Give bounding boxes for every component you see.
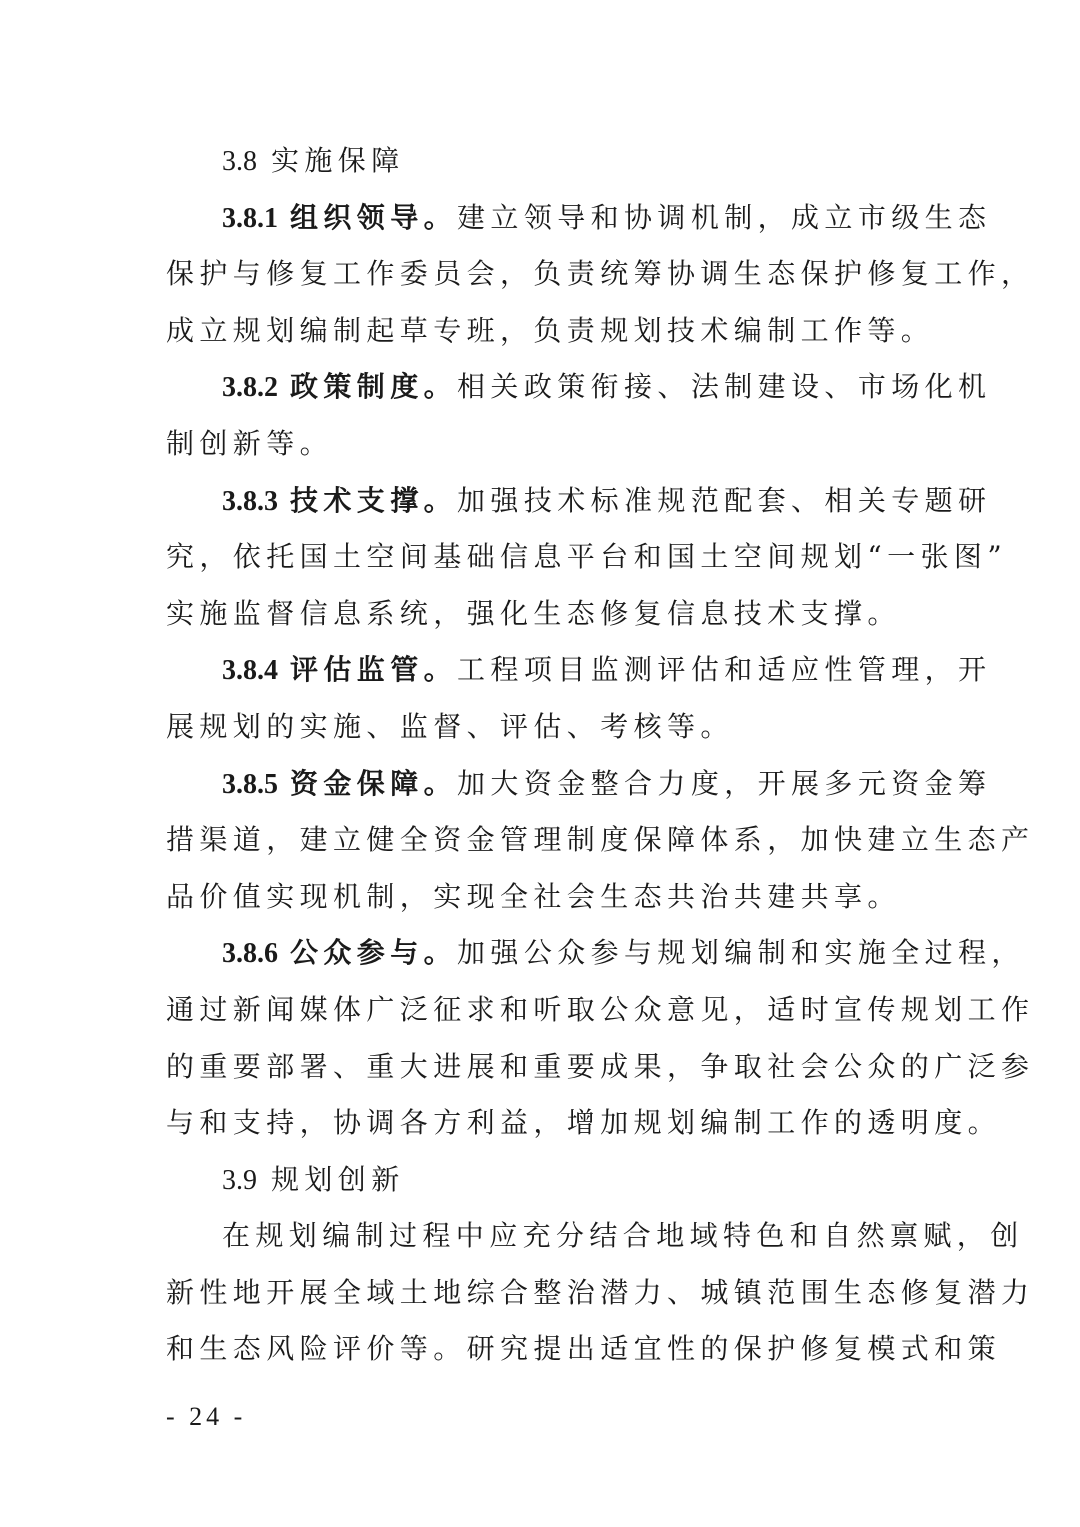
paragraph-3-8-1-line-2: 保护与修复工作委员会，负责统筹协调生态保护修复工作， xyxy=(166,257,1035,291)
section-title: 规划创新 xyxy=(271,1162,405,1196)
item-text: 工程项目监测评估和适应性管理，开 xyxy=(457,653,992,687)
paragraph-3-8-6-line-2: 通过新闻媒体广泛征求和听取公众意见，适时宣传规划工作 xyxy=(166,992,1035,1026)
item-heading: 资金保障。 xyxy=(290,766,458,800)
section-number: 3.9 xyxy=(222,1164,257,1196)
item-number: 3.8.6 xyxy=(222,938,278,970)
item-text: 加大资金整合力度，开展多元资金筹 xyxy=(457,766,992,800)
item-number: 3.8.3 xyxy=(222,485,278,517)
page-number: - 24 - xyxy=(166,1402,247,1431)
paragraph-3-8-1-line-1 xyxy=(166,190,992,247)
paragraph-3-8-6-line-3: 的重要部署、重大进展和重要成果，争取社会公众的广泛参 xyxy=(166,1049,1035,1083)
paragraph-3-9-line-1: 在规划编制过程中应充分结合地域特色和自然禀赋，创 xyxy=(222,1219,1024,1253)
paragraph-3-8-1-line-3: 成立规划编制起草专班，负责规划技术编制工作等。 xyxy=(166,313,935,347)
item-heading: 组织领导。 xyxy=(290,200,458,234)
section-title: 实施保障 xyxy=(271,144,405,177)
item-text: 相关政策衔接、法制建设、市场化机 xyxy=(457,370,992,404)
item-number: 3.8.5 xyxy=(222,768,278,800)
paragraph-3-8-3-line-3: 实施监督信息系统，强化生态修复信息技术支撑。 xyxy=(166,596,901,630)
section-heading-3-8 xyxy=(166,133,916,190)
paragraph-3-8-2-line-2: 制创新等。 xyxy=(166,426,334,460)
item-number: 3.8.2 xyxy=(222,372,278,404)
item-heading: 政策制度。 xyxy=(290,370,458,404)
item-text: 加强公众参与规划编制和实施全过程， xyxy=(457,936,1025,970)
paragraph-3-8-5-line-1 xyxy=(166,756,992,813)
paragraph-3-8-5-line-2: 措渠道，建立健全资金管理制度保障体系，加快建立生态产 xyxy=(166,823,1035,857)
document-page xyxy=(166,133,1035,1378)
item-text: 加强技术标准规范配套、相关专题研 xyxy=(457,483,992,517)
paragraph-3-8-3-line-1 xyxy=(166,473,992,530)
paragraph-3-8-6-line-1 xyxy=(166,925,1025,982)
item-heading: 评估监管。 xyxy=(290,653,458,687)
item-number: 3.8.1 xyxy=(222,202,278,234)
section-number: 3.8 xyxy=(222,146,257,177)
section-heading-3-9 xyxy=(166,1152,916,1209)
item-text: 建立领导和协调机制，成立市级生态 xyxy=(457,200,992,234)
paragraph-3-8-4-line-1 xyxy=(166,642,992,699)
paragraph-3-9-line-2: 新性地开展全域土地综合整治潜力、城镇范围生态修复潜力 xyxy=(166,1275,1035,1309)
paragraph-3-8-5-line-3: 品价值实现机制，实现全社会生态共治共建共享。 xyxy=(166,879,901,913)
paragraph-3-8-2-line-1 xyxy=(166,359,992,416)
paragraph-3-8-3-line-2: 究，依托国土空间基础信息平台和国土空间规划“一张图” xyxy=(166,540,1008,574)
item-heading: 公众参与。 xyxy=(290,936,458,970)
paragraph-3-8-4-line-2: 展规划的实施、监督、评估、考核等。 xyxy=(166,709,734,743)
item-heading: 技术支撑。 xyxy=(290,483,458,517)
item-number: 3.8.4 xyxy=(222,655,278,687)
paragraph-3-8-6-line-4: 与和支持，协调各方利益，增加规划编制工作的透明度。 xyxy=(166,1106,1002,1140)
paragraph-3-9-line-3: 和生态风险评价等。研究提出适宜性的保护修复模式和策 xyxy=(166,1332,1002,1366)
